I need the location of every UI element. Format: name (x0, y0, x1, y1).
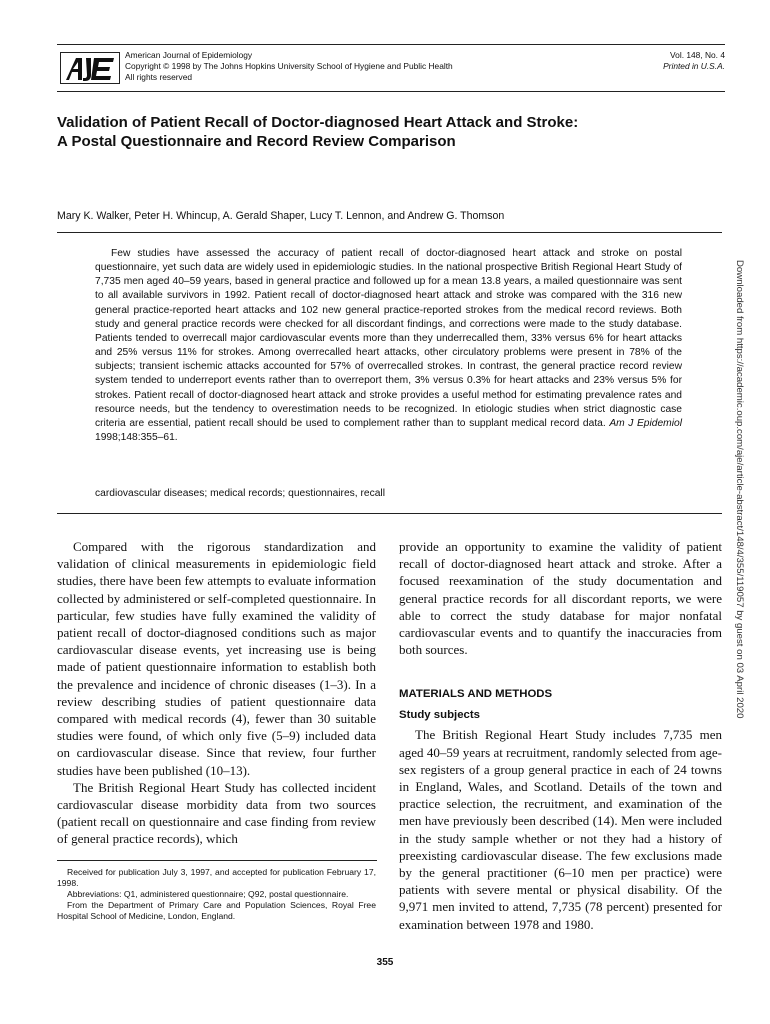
rights-line: All rights reserved (125, 72, 193, 83)
copyright-line: Copyright © 1998 by The Johns Hopkins University School of Hygiene and Public Health (125, 61, 453, 72)
author-rule (57, 232, 722, 233)
footnotes (57, 867, 376, 922)
subsection-heading-study-subjects: Study subjects (399, 709, 481, 722)
footnote-rule (57, 860, 377, 861)
abstract-citation-details: 1998;148:355–61. (95, 432, 178, 444)
abstract-text: Few studies have assessed the accuracy of patient recall of doctor-diagnosed heart attack and stroke on postal questionnaire, yet such data are widely used in epidemiologic studies. In the national prospective British Regional Heart Study of 7,735 men aged 40–59 years, based in general practice and followed up for a mean 13.8 years, a mailed questionnaire was sent to all available survivors in 1992. Patient recall of doctor-diagnosed heart attack and stroke was compared with the 316 new general practice-reported heart attacks and 102 new general practice-reported strokes from the medical record reviews. Both study and general practice records were checked for all discordant findings, and corrections were made to the study database. Patients tended to overrecall major cardiovascular events more than they underrecalled them, 33% versus 6% for heart attacks and 25% versus 11% for strokes. Among overrecalled heart attacks, other circulatory problems were present in 78% of the subjects; transient ischemic attacks accounted for 57% of overrecalled strokes. In contrast, the general practice record review system tended to underreport events rather than to overreport them, 3% versus 0.3% for heart attacks and 23% versus 5% for strokes. Patient recall of doctor-diagnosed heart attack and stroke provides a useful method for estimating prevalence rates and resource needs, but the tendency to overestimation needs to be recognized. In etiologic studies when strict diagnostic case criteria are essential, patient recall should be used to complement rather than to supplant medical record data. (95, 248, 682, 429)
volume-number: Vol. 148, No. 4 (670, 50, 725, 60)
journal-name: American Journal of Epidemiology (125, 50, 253, 60)
abstract (95, 247, 682, 445)
footnote-affiliation: From the Department of Primary Care and Population Sciences, Royal Free Hospital School of Medicine, London, England. (57, 899, 376, 921)
volume-info (663, 50, 725, 72)
keywords: cardiovascular diseases; medical records; questionnaires, recall (95, 488, 385, 499)
body-left-column (57, 538, 376, 848)
download-note: Downloaded from https://academic.oup.com/aje/article-abstract/148/4/355/119057 by guest on 03 April 2020 (734, 260, 745, 719)
journal-logo (60, 52, 120, 84)
author-list: Mary K. Walker, Peter H. Whincup, A. Gerald Shaper, Lucy T. Lennon, and Andrew G. Thomson (57, 210, 505, 222)
journal-info (125, 50, 453, 84)
header-top-rule (57, 44, 725, 45)
methods-paragraph-1: The British Regional Heart Study includes 7,735 men aged 40–59 years at recruitment, randomly selected from age-sex registers of a group general practice in each of 24 towns in England, Wales, and Scotland. Details of the town and practice selection, the recruitment, and examination of the men have previously been described (14). Men were included in the study sample whether or not they had a history of preexisting cardiovascular disease. The few exclusions made by the general practitioner (6–10 men per practice) were patients with severe mental or physical disability. Of the 9,971 men invited to attend, 7,735 (78 percent) presented for examination between 1978 and 1980. (399, 727, 722, 932)
intro-paragraph-1: Compared with the rigorous standardization and validation of clinical measurements in epidemiologic field studies, there have been few attempts to evaluate information collected by administered or self-completed questionnaire. In particular, few studies have fully examined the validity of patient recall of doctor-diagnosed conditions such as major cardiovascular disease events, yet increasing use is being made of patient questionnaire information to establish both the prevalence and incidence of chronic diseases (1–3). In a review describing studies of patient questionnaire data compared with medical records (4), fewer than 30 suitable studies were found, of which only five (5–9) included data on cardiovascular disease. Since that review, four further studies have been published (10–13). (57, 539, 376, 778)
section-heading-methods: MATERIALS AND METHODS (399, 688, 553, 701)
title-line-2: A Postal Questionnaire and Record Review Comparison (57, 133, 456, 150)
page-number: 355 (376, 957, 394, 968)
footnote-received: Received for publication July 3, 1997, and accepted for publication February 17, 1998. (57, 867, 376, 888)
logo-text: AJE (90, 83, 92, 84)
header-bottom-rule (57, 91, 725, 92)
printed-in: Printed in U.S.A. (663, 61, 725, 72)
body-right-column (399, 538, 722, 933)
abstract-citation-journal: Am J Epidemiol (609, 417, 682, 429)
abstract-rule (57, 513, 722, 514)
intro-paragraph-continued: provide an opportunity to examine the validity of patient recall of doctor-diagnosed heart attack and stroke. After a focused reexamination of the study documentation and general practice records for all discordant reports, we were able to correct the study database for major nonfatal cardiovascular events and to quantify the inaccuracies from both sources. (399, 539, 722, 658)
intro-paragraph-2: The British Regional Heart Study has collected incident cardiovascular disease morbidity data from two sources (patient recall on questionnaire and case finding from review of general practice records), which (57, 779, 376, 847)
title-line-1: Validation of Patient Recall of Doctor-diagnosed Heart Attack and Stroke: (57, 114, 579, 131)
article-title (57, 113, 697, 151)
footnote-abbreviations: Abbreviations: Q1, administered questionnaire; Q92, postal questionnaire. (67, 888, 349, 899)
